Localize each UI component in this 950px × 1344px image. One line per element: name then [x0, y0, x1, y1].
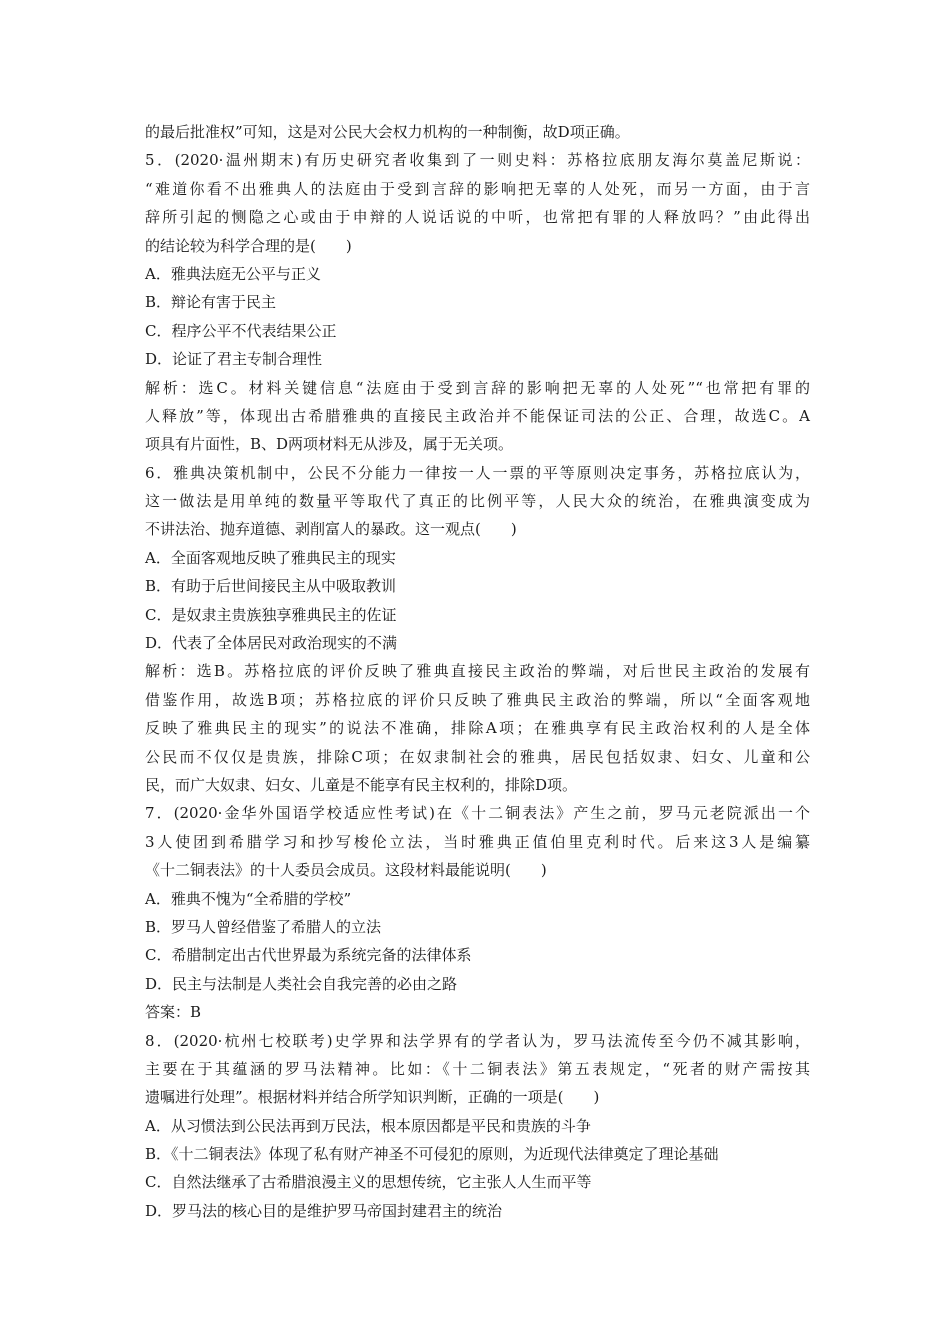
option-d: D．代表了全体居民对政治现实的不满: [145, 634, 398, 653]
text-line: 借鉴作用，故选B项；苏格拉底的评价只反映了雅典民主政治的弊端，所以“全面客观地: [145, 690, 810, 709]
question-5-stem: 5．(2020·温州期末)有历史研究者收集到了一则史料：苏格拉底朋友海尔莫盖尼斯说：: [145, 151, 810, 170]
text-line: 项具有片面性，B、D两项材料无从涉及，属于无关项。: [145, 435, 514, 454]
option-a: A．从习惯法到公民法再到万民法，根本原因都是平民和贵族的斗争: [145, 1116, 591, 1135]
question-7-stem: 7．(2020·金华外国语学校适应性考试)在《十二铜表法》产生之前，罗马元老院派出一个: [145, 804, 810, 823]
option-b: B．《十二铜表法》体现了私有财产神圣不可侵犯的原则，为近现代法律奠定了理论基础: [145, 1145, 719, 1164]
text-line: “难道你看不出雅典人的法庭由于受到言辞的影响把无辜的人处死，而另一方面，由于言: [145, 179, 810, 198]
text-line: 《十二铜表法》的十人委员会成员。这段材料最能说明( ): [145, 861, 547, 880]
document-page: [145, 118, 810, 1225]
option-b: B．有助于后世间接民主从中吸取教训: [145, 577, 397, 596]
option-c: C．自然法继承了古希腊浪漫主义的思想传统，它主张人人生而平等: [145, 1173, 592, 1192]
analysis-6: 解析：选B。苏格拉底的评价反映了雅典直接民主政治的弊端，对后世民主政治的发展有: [145, 662, 810, 681]
text-line: 的结论较为科学合理的是( ): [145, 236, 352, 255]
text-line: 人释放”等，体现出古希腊雅典的直接民主政治并不能保证司法的公正、合理，故选C。A: [145, 406, 810, 425]
analysis-5: 解析：选C。材料关键信息“法庭由于受到言辞的影响把无辜的人处死”“也常把有罪的: [145, 378, 810, 397]
answer-7: 答案：B: [145, 1003, 202, 1022]
text-line: 公民而不仅仅是贵族，排除C项；在奴隶制社会的雅典，居民包括奴隶、妇女、儿童和公: [145, 747, 810, 766]
option-c: C．程序公平不代表结果公正: [145, 321, 337, 340]
text-line: 辞所引起的恻隐之心或由于申辩的人说话说的中听，也常把有罪的人释放吗？”由此得出: [145, 208, 810, 227]
option-c: C．希腊制定出古代世界最为系统完备的法律体系: [145, 946, 472, 965]
option-d: D．论证了君主专制合理性: [145, 350, 323, 369]
option-a: A．雅典法庭无公平与正义: [145, 264, 321, 283]
option-a: A．全面客观地反映了雅典民主的现实: [145, 548, 396, 567]
option-d: D．罗马法的核心目的是维护罗马帝国封建君主的统治: [145, 1201, 503, 1220]
question-8-stem: 8．(2020·杭州七校联考)史学界和法学界有的学者认为，罗马法流传至今仍不减其影响，: [145, 1031, 810, 1050]
option-d: D．民主与法制是人类社会自我完善的必由之路: [145, 974, 458, 993]
text-line: 这一做法是用单纯的数量平等取代了真正的比例平等，人民大众的统治，在雅典演变成为: [145, 492, 810, 511]
text-line: 民，而广大奴隶、妇女、儿童是不能享有民主权利的，排除D项。: [145, 775, 578, 794]
text-line: 反映了雅典民主的现实”的说法不准确，排除A项；在雅典享有民主政治权利的人是全体: [145, 719, 810, 738]
text-line: 主要在于其蕴涵的罗马法精神。比如：《十二铜表法》第五表规定，“死者的财产需按其: [145, 1059, 810, 1078]
option-a: A．雅典不愧为“全希腊的学校”: [145, 889, 352, 908]
option-c: C．是奴隶主贵族独享雅典民主的佐证: [145, 605, 397, 624]
text-line: 不讲法治、抛弃道德、剥削富人的暴政。这一观点( ): [145, 520, 517, 539]
question-6-stem: 6．雅典决策机制中，公民不分能力一律按一人一票的平等原则决定事务，苏格拉底认为，: [145, 463, 810, 482]
text-line: 的最后批准权”可知，这是对公民大会权力机构的一种制衡，故D项正确。: [145, 123, 630, 141]
text-line: 3人使团到希腊学习和抄写梭伦立法，当时雅典正值伯里克利时代。后来这3人是编纂: [145, 832, 810, 851]
text-line: 遗嘱进行处理”。根据材料并结合所学知识判断，正确的一项是( ): [145, 1088, 600, 1107]
option-b: B．辩论有害于民主: [145, 293, 277, 312]
option-b: B．罗马人曾经借鉴了希腊人的立法: [145, 917, 382, 936]
